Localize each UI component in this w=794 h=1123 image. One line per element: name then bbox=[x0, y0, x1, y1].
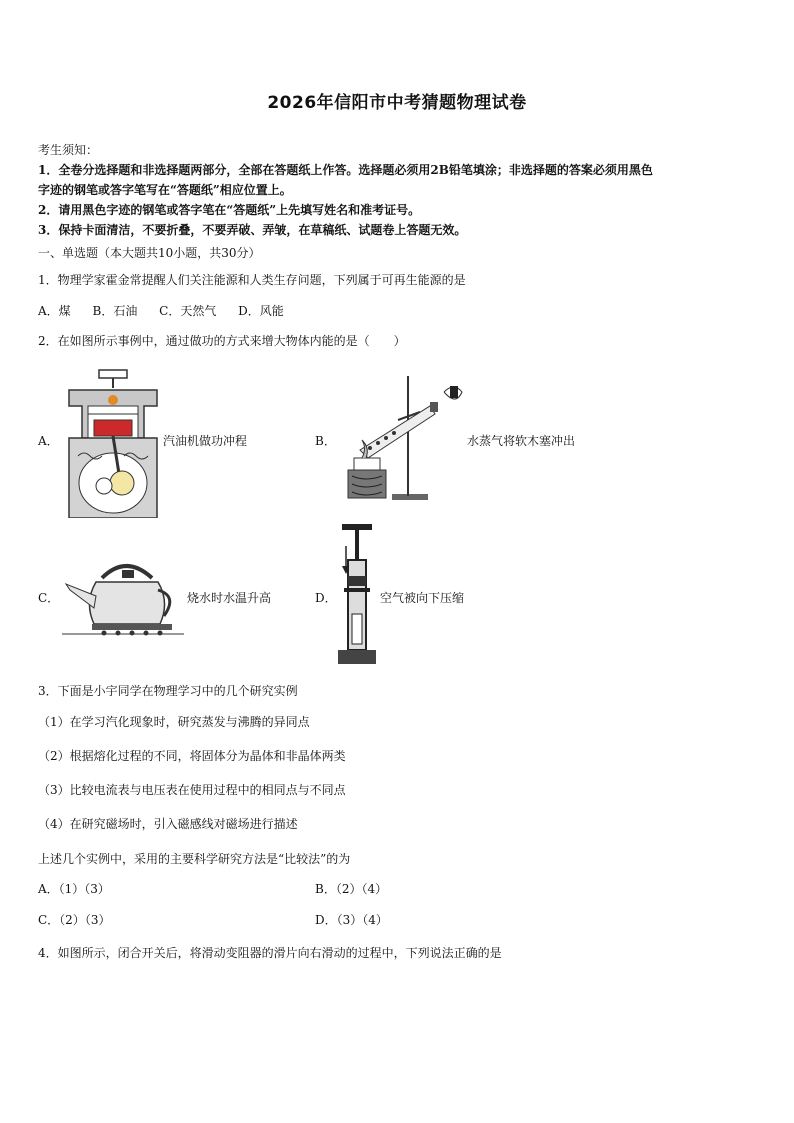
q1-stem: 1．物理学家霍金常提醒人们关注能源和人类生存问题，下列属于可再生能源的是 bbox=[38, 273, 466, 287]
q1-options bbox=[38, 302, 302, 320]
q3-option-b[interactable]: B．（2）（4） bbox=[315, 882, 388, 896]
exam-notice bbox=[38, 140, 756, 240]
q3-option-c[interactable]: C．（2）（3） bbox=[38, 913, 111, 927]
q1-option-d[interactable]: D．风能 bbox=[238, 304, 284, 318]
q2-option-d-letter[interactable]: D． bbox=[315, 591, 337, 605]
page-title: 2026年信阳市中考猜题物理试卷 bbox=[267, 93, 527, 113]
q3-option-a[interactable]: A．（1）（3） bbox=[38, 882, 110, 896]
q3-item-3: （3）比较电流表与电压表在使用过程中的相同点与不同点 bbox=[38, 783, 346, 797]
q2-option-a-text: 汽油机做功冲程 bbox=[163, 434, 248, 448]
q3-stem: 3．下面是小宇同学在物理学习中的几个研究实例 bbox=[38, 684, 298, 698]
q2-option-d-text: 空气被向下压缩 bbox=[380, 591, 465, 605]
q3-option-d[interactable]: D．（3）（4） bbox=[315, 913, 388, 927]
q2-option-b-text: 水蒸气将软木塞冲出 bbox=[467, 434, 576, 448]
q4-stem: 4．如图所示，闭合开关后，将滑动变阻器的滑片向右滑动的过程中，下列说法正确的是 bbox=[38, 946, 502, 960]
q2-option-c-text: 烧水时水温升高 bbox=[187, 591, 272, 605]
notice-item-3: 3．保持卡面清洁，不要折叠，不要弄破、弄皱，在草稿纸、试题卷上答题无效。 bbox=[38, 223, 467, 237]
q3-item-1: （1）在学习汽化现象时，研究蒸发与沸腾的异同点 bbox=[38, 715, 310, 729]
notice-heading: 考生须知： bbox=[38, 143, 99, 157]
steam-tube-diagram-icon bbox=[340, 372, 465, 504]
section-heading: 一、单选题（本大题共10小题，共30分） bbox=[38, 246, 261, 260]
q3-item-4: （4）在研究磁场时，引入磁感线对磁场进行描述 bbox=[38, 817, 298, 831]
q2-option-c-letter[interactable]: C． bbox=[38, 591, 60, 605]
q3-item-2: （2）根据熔化过程的不同，将固体分为晶体和非晶体两类 bbox=[38, 749, 346, 763]
q1-option-a[interactable]: A．煤 bbox=[38, 304, 71, 318]
notice-item-2: 2．请用黑色字迹的钢笔或答字笔在“答题纸”上先填写姓名和准考证号。 bbox=[38, 203, 421, 217]
q2-stem: 2．在如图所示事例中，通过做功的方式来增大物体内能的是（ ） bbox=[38, 334, 406, 348]
notice-item-1: 1．全卷分选择题和非选择题两部分，全部在答题纸上作答。选择题必须用2B铅笔填涂；非选择题的答案必须用黑色 bbox=[38, 163, 653, 177]
q1-option-c[interactable]: C．天然气 bbox=[159, 304, 217, 318]
kettle-diagram-icon bbox=[62, 556, 184, 636]
q3-question: 上述几个实例中，采用的主要科学研究方法是“比较法”的为 bbox=[38, 852, 351, 866]
q1-option-b[interactable]: B．石油 bbox=[92, 304, 138, 318]
air-compression-diagram-icon bbox=[334, 524, 380, 666]
notice-item-1-cont: 字迹的钢笔或答字笔写在“答题纸”相应位置上。 bbox=[38, 183, 292, 197]
engine-diagram-icon bbox=[64, 368, 162, 518]
q2-option-b-letter[interactable]: B． bbox=[315, 434, 336, 448]
q2-option-a-letter[interactable]: A． bbox=[38, 434, 59, 448]
